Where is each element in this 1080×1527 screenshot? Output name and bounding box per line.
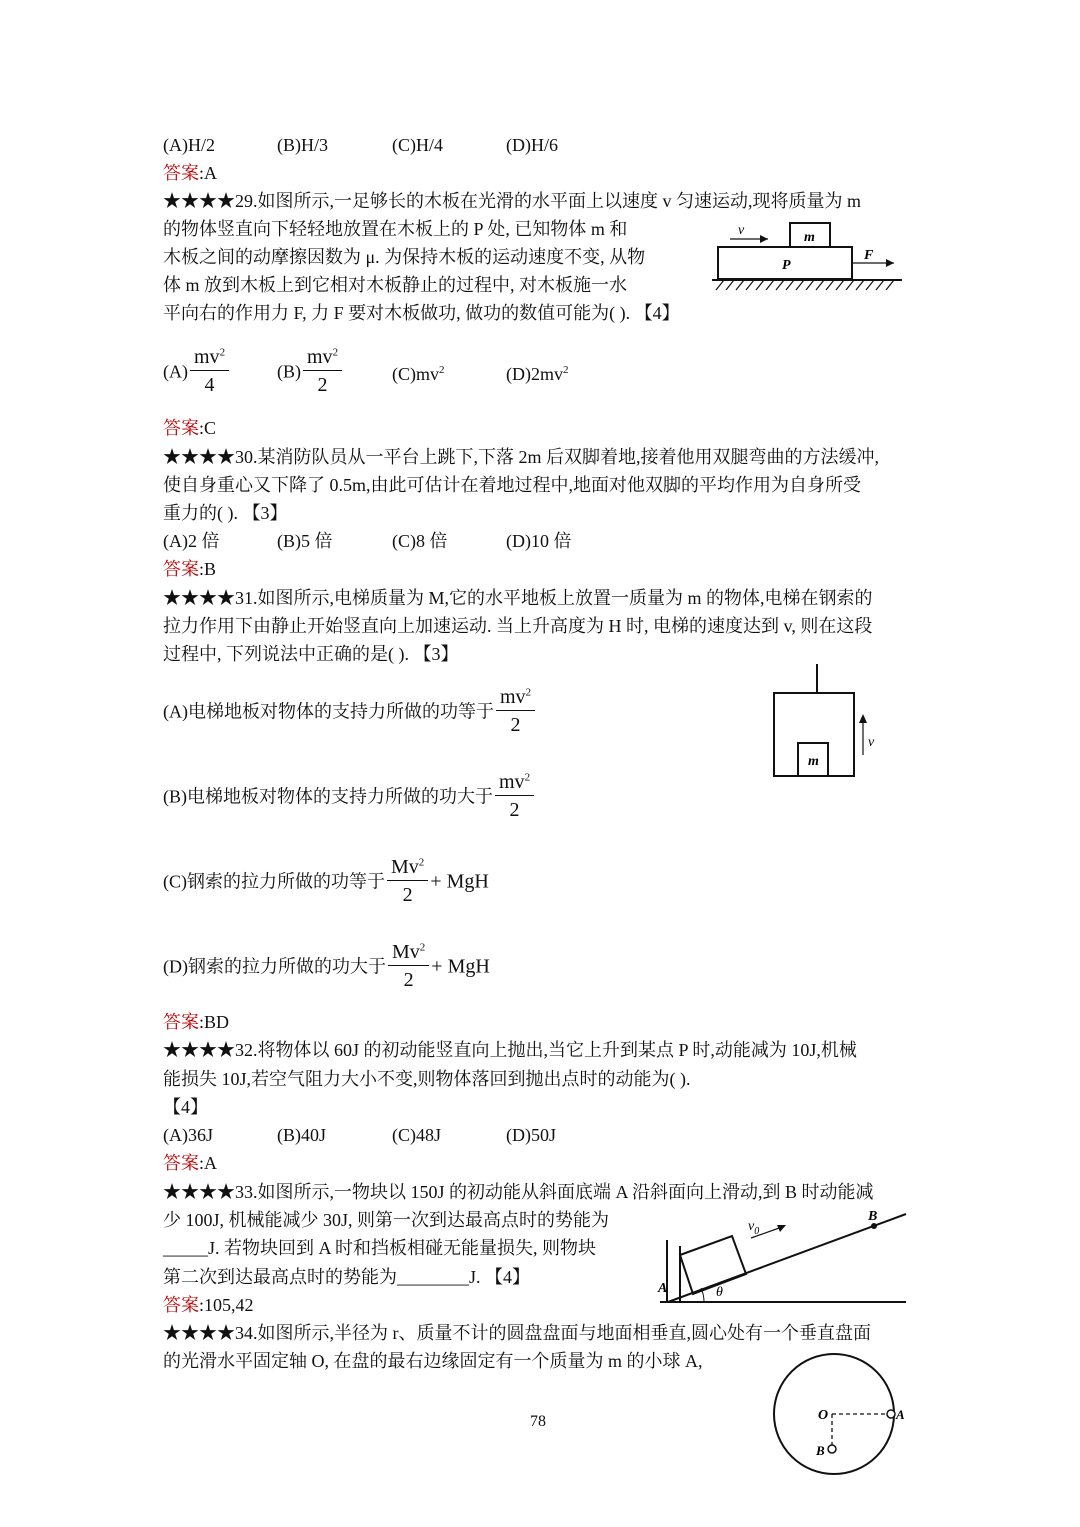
q31-line-3: 过程中, 下列说法中正确的是( ). 【3】 <box>163 644 459 664</box>
q34-fig-a-label: A <box>896 1407 905 1422</box>
q29-option-b: (B) $\frac{mv^2}{2}$ <box>277 344 344 399</box>
q32-option-c: (C)48J <box>392 1125 441 1145</box>
q33-fig-v0-label: $v_0$ <box>748 1219 760 1237</box>
q33-answer: 答案:105,42 <box>163 1295 254 1315</box>
q33-fig-a-label: A <box>658 1281 668 1296</box>
q33-line-2: 少 100J, 机械能减少 30J, 则第一次到达最高点时的势能为 <box>163 1210 610 1230</box>
q29-line-1: ★★★★29.如图所示,一足够长的木板在光滑的水平面上以速度 v 匀速运动,现将质量为 m <box>163 191 861 211</box>
q31-option-b: (B)电梯地板对物体的支持力所做的功大于 $\frac{mv^2}{2}$ <box>163 769 536 824</box>
q30-option-c: (C)8 倍 <box>392 531 448 551</box>
q33-fig-theta-label: θ <box>716 1285 723 1300</box>
q29-option-a: (A) $\frac{mv^2}{4}$ <box>163 344 231 399</box>
q28-option-d: (D)H/6 <box>506 135 558 155</box>
q31-option-c: (C)钢索的拉力所做的功等于 $\frac{Mv^2}{2}$ + MgH <box>163 856 489 906</box>
q31-line-1: ★★★★31.如图所示,电梯质量为 M,它的水平地板上放置一质量为 m 的物体,电梯在钢索的 <box>163 588 873 608</box>
q29-fig-m-label: m <box>804 230 815 245</box>
q31-fig-v-label: v <box>868 735 875 750</box>
q33-line-3: _____J. 若物块回到 A 时和挡板相碰无能量损失, 则物块 <box>163 1238 597 1258</box>
q30-option-d: (D)10 倍 <box>506 531 572 551</box>
q29-fig-v-label: v <box>738 223 745 238</box>
q34-line-2: 的光滑水平固定轴 O, 在盘的最右边缘固定有一个质量为 m 的小球 A, <box>163 1351 703 1371</box>
q29-option-d: $(D)2mv^2$ <box>506 364 569 384</box>
q29-option-c: $(C)mv^2$ <box>392 364 445 384</box>
q29-fig-f-label: F <box>864 248 874 263</box>
q33-fig-b-label: B <box>868 1209 878 1224</box>
q30-answer: 答案:B <box>163 559 217 579</box>
q33-line-1: ★★★★33.如图所示,一物块以 150J 的初动能从斜面底端 A 沿斜面向上滑动,到 B 时动能减 <box>163 1182 874 1202</box>
q32-option-d: (D)50J <box>506 1125 556 1145</box>
q29-answer: 答案:C <box>163 418 217 438</box>
q32-option-b: (B)40J <box>277 1125 326 1145</box>
q34-line-1: ★★★★34.如图所示,半径为 r、质量不计的圆盘盘面与地面相垂直,圆心处有一个垂直盘面 <box>163 1323 871 1343</box>
q32-option-a: (A)36J <box>163 1125 213 1145</box>
q32-line-3: 【4】 <box>163 1097 208 1117</box>
page-number: 78 <box>530 1413 546 1430</box>
q31-answer: 答案:BD <box>163 1012 230 1032</box>
q31-fig-m-label: m <box>808 754 819 769</box>
q32-answer: 答案:A <box>163 1153 217 1173</box>
q34-fig-b-label: B <box>816 1443 825 1458</box>
q29-line-2: 的物体竖直向下轻轻地放置在木板上的 P 处, 已知物体 m 和 <box>163 219 628 239</box>
q29-fig-p-label: P <box>782 258 791 273</box>
q34-disc-figure <box>768 1352 908 1476</box>
q31-option-a: (A)电梯地板对物体的支持力所做的功等于 $\frac{mv^2}{2}$ <box>163 684 537 739</box>
q33-incline-figure <box>650 1208 912 1308</box>
q30-line-1: ★★★★30.某消防队员从一平台上跳下,下落 2m 后双脚着地,接着他用双腿弯曲的方法缓冲, <box>163 447 879 467</box>
q29-line-3: 木板之间的动摩擦因数为 μ. 为保持木板的运动速度不变, 从物 <box>163 247 646 267</box>
q29-line-5: 平向右的作用力 F, 力 F 要对木板做功, 做功的数值可能为( ). 【4】 <box>163 303 680 323</box>
q28-answer: 答案:A <box>163 163 217 183</box>
q28-option-b: (B)H/3 <box>277 135 328 155</box>
q31-option-d: (D)钢索的拉力所做的功大于 $\frac{Mv^2}{2}$ + MgH <box>163 941 490 991</box>
q32-line-1: ★★★★32.将物体以 60J 的初动能竖直向上抛出,当它上升到某点 P 时,动能减为 10J,机械 <box>163 1040 857 1060</box>
q30-option-b: (B)5 倍 <box>277 531 333 551</box>
q30-line-2: 使自身重心又下降了 0.5m,由此可估计在着地过程中,地面对他双脚的平均作用为自身所受 <box>163 475 861 495</box>
q29-line-4: 体 m 放到木板上到它相对木板静止的过程中, 对木板施一水 <box>163 275 627 295</box>
q29-board-figure <box>712 215 912 295</box>
q28-option-a: (A)H/2 <box>163 135 215 155</box>
q30-option-a: (A)2 倍 <box>163 531 220 551</box>
q28-option-c: (C)H/4 <box>392 135 443 155</box>
q34-fig-o-label: O <box>818 1408 829 1423</box>
q31-elevator-figure <box>766 660 886 785</box>
q33-line-4: 第二次到达最高点时的势能为________J. 【4】 <box>163 1267 531 1287</box>
q31-line-2: 拉力作用下由静止开始竖直向上加速运动. 当上升高度为 H 时, 电梯的速度达到 v, 则在这段 <box>163 616 873 636</box>
q32-line-2: 能损失 10J,若空气阻力大小不变,则物体落回到抛出点时的动能为( ). <box>163 1069 691 1089</box>
q30-line-3: 重力的( ). 【3】 <box>163 503 288 523</box>
